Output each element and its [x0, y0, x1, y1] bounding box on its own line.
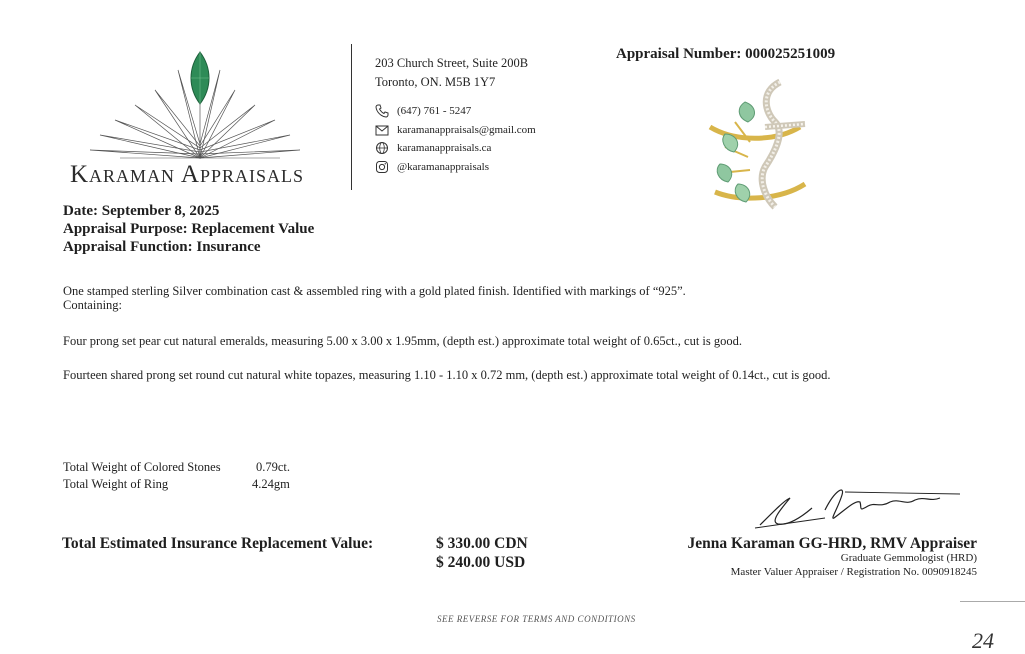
- description-line-1: One stamped sterling Silver combination cast & assembled ring with a gold plated finish. Identified with markings of “925”.: [63, 284, 686, 298]
- total-value-cdn: $ 330.00 CDN: [436, 535, 528, 552]
- appraisal-purpose: Appraisal Purpose: Replacement Value: [63, 221, 315, 237]
- emerald-description: Four prong set pear cut natural emeralds, measuring 5.00 x 3.00 x 1.95mm, (depth est.) approximate total weight of 0.65ct., cut is good.: [63, 334, 743, 348]
- edge-line: [960, 601, 1025, 602]
- total-value-usd: $ 240.00 USD: [436, 554, 526, 571]
- appraiser-credential-2: Master Valuer Appraiser / Registration No. 0090918245: [730, 566, 977, 578]
- phone-text: (647) 761 - 5247: [397, 105, 472, 117]
- colored-stones-weight-value: 0.79ct.: [256, 460, 291, 474]
- page-number: 24: [972, 628, 994, 653]
- address-line-1: 203 Church Street, Suite 200B: [375, 56, 529, 70]
- instagram-row: [375, 160, 489, 174]
- brand-name: Karaman Appraisals: [70, 161, 305, 188]
- header-divider: [351, 44, 352, 190]
- globe-icon: [375, 141, 389, 155]
- website-text: karamanappraisals.ca: [397, 142, 492, 154]
- email-icon: [375, 123, 389, 137]
- appraisal-function: Appraisal Function: Insurance: [63, 239, 261, 255]
- address-line-2: Toronto, ON. M5B 1Y7: [375, 75, 496, 89]
- instagram-text: @karamanappraisals: [397, 161, 489, 173]
- ring-weight-value: 4.24gm: [252, 477, 290, 491]
- instagram-icon: [375, 160, 389, 174]
- website-row: [375, 141, 491, 155]
- ring-photo: [680, 72, 832, 224]
- appraiser-name: Jenna Karaman GG-HRD, RMV Appraiser: [687, 535, 977, 552]
- topaz-description: Fourteen shared prong set round cut natural white topazes, measuring 1.10 - 1.10 x 0.72 mm, (depth est.) approximate total weight of 0.14ct., cut is good.: [63, 368, 831, 382]
- colored-stones-weight-label: Total Weight of Colored Stones: [63, 460, 221, 474]
- email-row: [375, 123, 536, 137]
- ring-weight-label: Total Weight of Ring: [63, 477, 169, 491]
- total-value-label: Total Estimated Insurance Replacement Value:: [62, 535, 374, 552]
- appraisal-number: Appraisal Number: 000025251009: [616, 46, 836, 62]
- terms-footer: SEE REVERSE FOR TERMS AND CONDITIONS: [437, 614, 636, 624]
- appraisal-date: Date: September 8, 2025: [63, 203, 220, 219]
- email-text: karamanappraisals@gmail.com: [397, 124, 536, 136]
- appraiser-credential-1: Graduate Gemmologist (HRD): [840, 552, 977, 564]
- appraiser-signature: [750, 480, 965, 532]
- phone-row: [375, 104, 471, 118]
- phone-icon: [375, 104, 389, 118]
- description-line-2: Containing:: [63, 298, 123, 312]
